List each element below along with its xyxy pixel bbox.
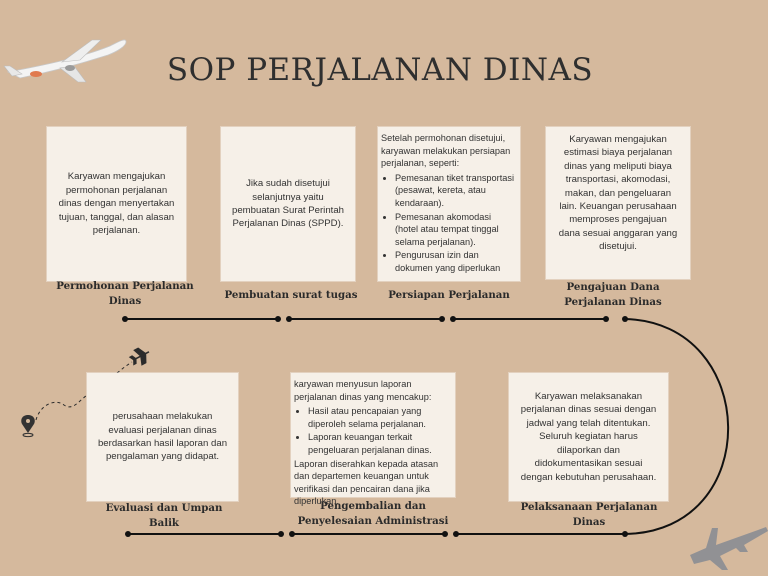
step-card-pelaksanaan: [509, 373, 668, 501]
step-bullet-list: [294, 405, 451, 456]
step-intro: karyawan menyusun laporan perjalanan dinas yang mencakup:: [294, 379, 432, 402]
step-outro: Laporan diserahkan kepada atasan dan departemen keuangan untuk verifikasi dan pencairan dana jika diperlukan.: [294, 458, 439, 507]
step-intro: Setelah permohonan disetujui, karyawan melakukan persiapan perjalanan, seperti:: [381, 133, 511, 169]
step-label-surat-tugas: Pembuatan surat tugas: [224, 289, 358, 301]
step-label-pelaksanaan: Pelaksanaan Perjalanan Dinas: [520, 501, 658, 528]
step-description: Karyawan melaksanakan perjalanan dinas sesuai dengan jadwal yang telah ditentukan. Seluruh kegiatan harus dilaporkan dan didokumentasikan sesuai dengan kebutuhan perusahaan.: [520, 391, 657, 483]
small-plane-icon: [128, 345, 152, 368]
location-pin-icon: [21, 415, 35, 437]
step-card-evaluasi: [87, 373, 238, 501]
step-card-pengembalian: [291, 373, 455, 507]
list-item: • Laporan keuangan terkait pengeluaran perjalanan dinas.: [308, 431, 451, 456]
step-description: perusahaan melakukan evaluasi perjalanan dinas berdasarkan hasil laporan dan pengalaman yang didapat.: [97, 411, 228, 463]
step-description: Karyawan mengajukan estimasi biaya perjalanan dinas yang meliputi biaya transportasi, akomodasi, makan, dan pengeluaran lain. Keuangan perusahaan memproses pengajuan dana sesuai anggaran yang disetujui.: [558, 134, 678, 253]
step-description: Jika sudah disetujui selanjutnya yaitu pembuatan Surat Perintah Perjalanan Dinas (SPPD).: [231, 178, 344, 230]
step-card-surat-tugas: [221, 127, 355, 281]
list-item: • Pemesanan akomodasi (hotel atau tempat tinggal selama perjalanan).: [395, 211, 516, 249]
step-label-evaluasi: Evaluasi dan Umpan Balik: [105, 502, 223, 529]
airplane-photo-icon: [4, 40, 126, 82]
step-description: Karyawan mengajukan permohonan perjalanan dinas dengan menyertakan tujuan, tanggal, dan alasan perjalanan.: [58, 171, 175, 237]
step-card-permohonan: [47, 127, 186, 281]
step-label-pengajuan-dana: Pengajuan Dana Perjalanan Dinas: [564, 281, 662, 308]
page-title: SOP PERJALANAN DINAS: [166, 52, 594, 88]
step-bullet-list: [381, 172, 516, 275]
list-item: • Pengurusan izin dan dokumen yang diperlukan: [395, 249, 516, 274]
step-label-permohonan: Permohonan Perjalanan Dinas: [56, 280, 194, 307]
step-label-pengembalian: Pengembalian dan Penyelesaian Administrasi: [297, 500, 449, 527]
step-card-persiapan: [378, 127, 520, 281]
plane-silhouette-icon: [690, 527, 768, 570]
list-item: • Pemesanan tiket transportasi (pesawat, kereta, atau kendaraan).: [395, 172, 516, 210]
step-card-pengajuan-dana: [546, 127, 690, 279]
step-label-persiapan: Persiapan Perjalanan: [388, 289, 510, 301]
list-item: • Hasil atau pencapaian yang diperoleh selama perjalanan.: [308, 405, 451, 430]
